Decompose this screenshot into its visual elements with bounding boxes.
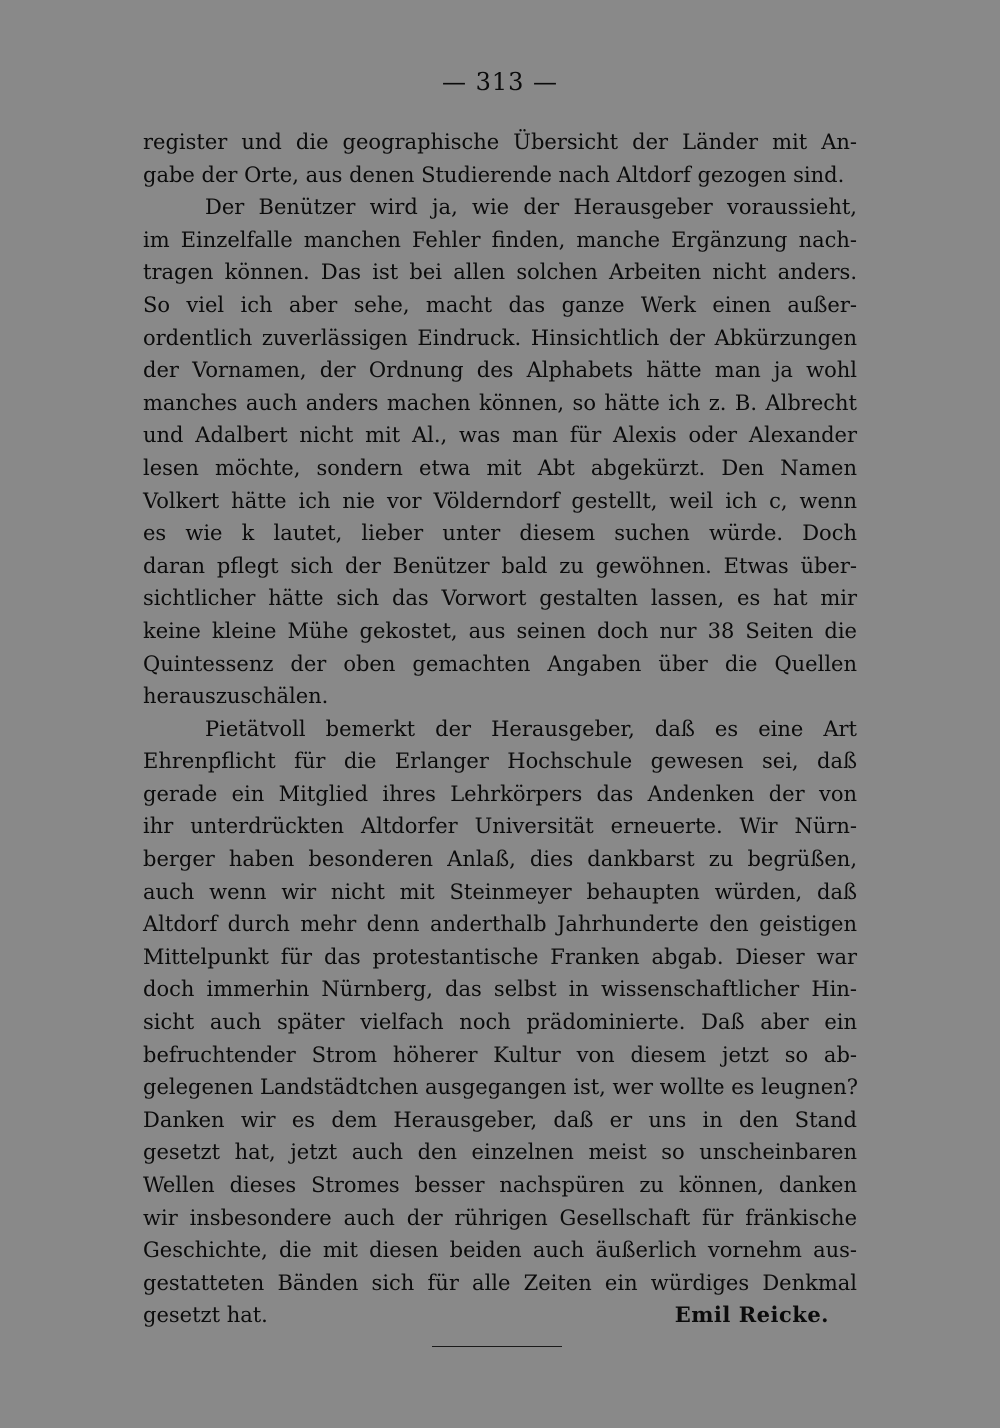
text-line: gestatteten Bänden sich für alle Zeiten ein würdiges Denkmal: [143, 1270, 857, 1295]
text-line: daran pflegt sich der Benützer bald zu gewöhnen. Etwas über-: [143, 553, 857, 578]
text-line: lesen möchte, sondern etwa mit Abt abgekürzt. Den Namen: [143, 455, 857, 480]
text-line: Altdorf durch mehr denn anderthalb Jahrhunderte den geistigen: [143, 912, 857, 937]
text-line: ordentlich zuverlässigen Eindruck. Hinsichtlich der Abkürzungen: [143, 325, 857, 350]
text-line: Ehrenpflicht für die Erlanger Hochschule gewesen sei, daß: [143, 749, 857, 774]
text-line: Danken wir es dem Herausgeber, daß er uns in den Stand: [143, 1107, 857, 1132]
text-line: sichtlicher hätte sich das Vorwort gestalten lassen, es hat mir: [143, 586, 857, 611]
body-text: [143, 126, 857, 1332]
text-line: Wellen dieses Stromes besser nachspüren zu können, danken: [143, 1173, 857, 1197]
text-line: tragen können. Das ist bei allen solchen Arbeiten nicht anders.: [143, 260, 857, 285]
text-line: register und die geographische Übersicht der Länder mit An-: [143, 130, 857, 154]
text-line: im Einzelfalle manchen Fehler finden, manche Ergänzung nach-: [143, 227, 857, 252]
text-line: auch wenn wir nicht mit Steinmeyer behaupten würden, daß: [143, 879, 857, 904]
text-line: berger haben besonderen Anlaß, dies dankbarst zu begrüßen,: [143, 847, 857, 872]
text-line: der Vornamen, der Ordnung des Alphabets hätte man ja wohl: [143, 358, 857, 383]
text-line: Volkert hätte ich nie vor Völderndorf gestellt, weil ich c, wenn: [143, 488, 857, 513]
text-line: gerade ein Mitglied ihres Lehrkörpers das Andenken der von: [143, 781, 857, 806]
text-line: manches auch anders machen können, so hätte ich z. B. Albrecht: [143, 390, 857, 415]
text-line: herauszuschälen.: [143, 684, 329, 709]
text-line: So viel ich aber sehe, macht das ganze Werk einen außer-: [143, 292, 857, 317]
text-line: keine kleine Mühe gekostet, aus seinen doch nur 38 Seiten die: [143, 618, 857, 643]
text-line: gesetzt hat, jetzt auch den einzelnen meist so unscheinbaren: [143, 1140, 857, 1165]
text-line: Quintessenz der oben gemachten Angaben über die Quellen: [143, 651, 857, 676]
text-line: gabe der Orte, aus denen Studierende nach Altdorf gezogen sind.: [143, 162, 845, 187]
text-line: doch immerhin Nürnberg, das selbst in wissenschaftlicher Hin-: [143, 977, 857, 1002]
end-rule-divider: [432, 1346, 562, 1347]
text-line: befruchtender Strom höherer Kultur von diesem jetzt so ab-: [143, 1042, 857, 1067]
text-line: es wie k lautet, lieber unter diesem suchen würde. Doch: [143, 521, 857, 546]
text-line: ihr unterdrückten Altdorfer Universität erneuerte. Wir Nürn-: [143, 814, 857, 839]
text-line: Mittelpunkt für das protestantische Franken abgab. Dieser war: [143, 944, 857, 969]
page-number: — 313 —: [441, 68, 559, 96]
text-line: wir insbesondere auch der rührigen Gesellschaft für fränkische: [143, 1205, 857, 1230]
text-line: Pietätvoll bemerkt der Herausgeber, daß es eine Art: [205, 716, 857, 741]
text-line: Geschichte, die mit diesen beiden auch äußerlich vornehm aus-: [143, 1238, 857, 1263]
text-line: gesetzt hat.: [143, 1303, 268, 1328]
closing-line-row: [143, 1299, 857, 1332]
text-line: gelegenen Landstädtchen ausgegangen ist, wer wollte es leugnen?: [143, 1075, 858, 1100]
author-signature: Emil Reicke.: [674, 1302, 829, 1328]
text-line: Der Benützer wird ja, wie der Herausgeber voraussieht,: [205, 195, 857, 220]
text-line: und Adalbert nicht mit Al., was man für Alexis oder Alexander: [143, 423, 857, 448]
text-line: sicht auch später vielfach noch prädominierte. Daß aber ein: [143, 1010, 857, 1035]
